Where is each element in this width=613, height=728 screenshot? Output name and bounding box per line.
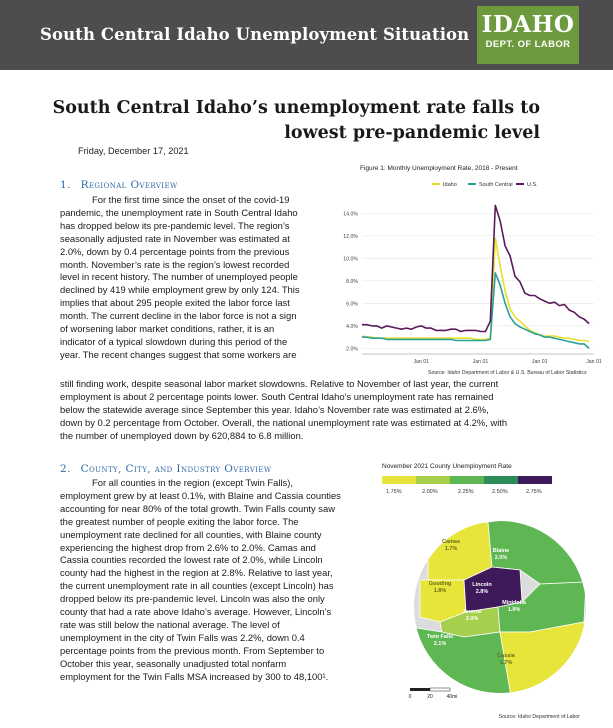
county-rate-minidoka: 1.9%	[507, 607, 521, 613]
paragraph-line: unemployment rate declined for all counties, with Blaine county	[60, 528, 322, 540]
paragraph-line: county had the highest in the region at 2.8%. Relative to last year,	[60, 567, 333, 579]
legend-label: 2.25%	[458, 489, 474, 495]
y-tick-label: 8.0%	[346, 278, 358, 285]
county-rate-lincoln: 2.8%	[475, 589, 489, 595]
paragraph-line: For the first time since the onset of the covid-19	[92, 194, 290, 205]
publication-date: Friday, December 17, 2021	[78, 146, 189, 156]
county-unemployment-map	[380, 472, 605, 722]
county-rate-cassia: 1.7%	[499, 660, 513, 666]
scale-segment	[430, 688, 450, 691]
y-tick-label: 2.0%	[346, 346, 358, 353]
county-rate-jerome: 2.0%	[465, 616, 479, 622]
legend-swatch-5	[518, 476, 552, 484]
idaho-labor-logo	[477, 6, 579, 64]
paragraph-line: still finding work, despite seasonal labor market slowdowns. Relative to November of last year, the current	[60, 378, 499, 389]
paragraph-line: October this year, seasonally unadjusted total nonfarm	[60, 657, 287, 669]
paragraph-line: the number of unemployed down by 620,884 to 6.8 million.	[60, 429, 304, 441]
scale-label: 20	[427, 694, 433, 700]
county-label-twin-falls: Twin Falls	[426, 634, 454, 640]
series-line-south-central	[362, 273, 589, 349]
paragraph-line: rate was still below the national average. The level of	[60, 618, 280, 630]
county-label-lincoln: Lincoln	[472, 582, 492, 588]
county-label-cassia: Cassia	[497, 653, 515, 659]
paragraph-line: employment grew by at least 0.1%, with Blaine and Cassia counties	[60, 489, 341, 501]
paragraph-line: month. The current decline in the labor force is not a sign	[60, 310, 297, 322]
county-label-minidoka: Minidoka	[502, 600, 526, 606]
y-tick-label: 14.0%	[343, 211, 358, 218]
paragraph-line: level in recent history. The number of unemployed people	[60, 271, 298, 283]
headline-line-2: lowest pre-pandemic level	[284, 123, 540, 143]
legend-swatch-4	[484, 476, 518, 484]
legend-label: 1.75%	[386, 489, 402, 495]
y-tick-label: 4.0%	[346, 323, 358, 330]
paragraph-line: year. The recent changes suggest that some workers are	[60, 348, 297, 360]
scale-label: 0	[408, 694, 412, 700]
county-label-blaine: Blaine	[492, 548, 510, 554]
paragraph-line: the current unemployment rate in all counties (except Lincoln) has	[60, 580, 334, 592]
paragraph-line: Cassia counties recorded the lowest rate of 2.0%, while Lincoln	[60, 554, 323, 566]
county-rate-blaine: 2.0%	[494, 555, 508, 561]
paragraph-line: seasonally adjusted rate in November was estimated at	[60, 232, 290, 244]
legend-swatch-2	[416, 476, 450, 484]
map-legend	[382, 476, 552, 495]
logo-sub-text: DEPT. OF LABOR	[485, 39, 571, 50]
paragraph-line: county that had a rate above Idaho’s average. However, Lincoln’s	[60, 606, 332, 618]
scale-label: 40mi	[446, 694, 458, 700]
regional-overview-paragraph	[60, 194, 352, 362]
x-tick-label: Jan 01	[531, 359, 548, 365]
paragraph-line: indicator of a typical slowdown during this period of the	[60, 335, 288, 347]
county-label-gooding: Gooding	[428, 581, 452, 587]
paragraph-line: below the statewide average since September this year. Idaho’s November rate was estimated at 2.6%,	[60, 403, 489, 415]
county-rate-twin-falls: 2.1%	[433, 641, 447, 647]
paragraph-line: of worsening labor market conditions, rather, it is an	[60, 323, 275, 335]
headline	[53, 96, 540, 146]
legend-swatch-1	[382, 476, 416, 484]
header-banner	[0, 0, 613, 70]
legend-swatch-3	[450, 476, 484, 484]
y-tick-label: 12.0%	[343, 233, 358, 240]
regional-overview-paragraph-continued	[60, 378, 580, 443]
paragraph-line: implies that about 295 people exited the labor force last	[60, 297, 290, 309]
section-number: 2.	[60, 463, 71, 475]
paragraph-line: percentage points from the previous month. From September to	[60, 644, 325, 656]
county-overview-paragraph	[60, 477, 378, 684]
paragraph-line: employment for the Twin Falls MSA increased by 300 to 48,100¹.	[60, 670, 329, 682]
county-rate-camas: 1.7%	[444, 546, 458, 552]
county-label-camas: Camas	[441, 539, 461, 545]
banner-title: South Central Idaho Unemployment Situation	[40, 25, 470, 44]
paragraph-line: down by 0.2 percentage from October. Overall, the national unemployment rate was estimated at 4.2%, with	[60, 416, 508, 428]
legend-label: 2.00%	[422, 489, 438, 495]
unemployment-rate-chart	[336, 172, 602, 382]
logo-main-text: IDAHO	[481, 11, 575, 38]
y-tick-label: 6.0%	[346, 301, 358, 308]
paragraph-line: For all counties in the region (except Twin Falls),	[92, 477, 293, 488]
chart-source: Source: Idaho Department of Labor & U.S. Bureau of Labor Statistics	[428, 370, 587, 376]
section-heading-regional-overview	[60, 179, 178, 191]
x-tick-label: Jan 01	[472, 359, 489, 365]
paragraph-line: has dropped below its pre-pandemic level. The region’s	[60, 219, 290, 231]
paragraph-line: the greatest number of people exiting the labor force. The	[60, 515, 299, 527]
series-line-u-s-	[362, 205, 589, 331]
x-tick-label: Jan 01	[413, 359, 430, 365]
paragraph-line: employment is about 2 percentage points lower. South Central Idaho’s unemployment rate has remained	[60, 390, 494, 402]
figure-1-title: Figure 1: Monthly Unemployment Rate, 2018 - Present	[360, 165, 518, 172]
county-cassia	[500, 622, 600, 702]
scale-segment	[410, 688, 430, 691]
paragraph-line: dropped below its pre-pandemic level. Lincoln was also the only	[60, 593, 325, 605]
legend-label: 2.50%	[492, 489, 508, 495]
county-label-jerome: Jerome	[462, 609, 482, 615]
county-rate-gooding: 1.8%	[433, 588, 447, 594]
legend-label-2: U.S.	[527, 182, 538, 188]
paragraph-line: unemployment in the city of Twin Falls was 2.2%, down 0.4	[60, 631, 305, 643]
paragraph-line: month. November’s rate is the region’s lowest recorded	[60, 258, 290, 270]
section-number: 1.	[60, 179, 71, 191]
map-source: Source: Idaho Department of Labor	[498, 714, 580, 720]
map-title: November 2021 County Unemployment Rate	[382, 463, 512, 470]
paragraph-line: pandemic, the unemployment rate in South Central Idaho	[60, 206, 298, 218]
legend-label-0: Idaho	[443, 182, 457, 188]
section-heading-county-city-industry	[60, 463, 271, 475]
headline-line-1: South Central Idaho’s unemployment rate falls to	[52, 98, 540, 118]
section-title: Regional Overview	[80, 179, 178, 191]
map-scale-bar	[409, 688, 458, 700]
legend-label-1: South Central	[479, 182, 513, 188]
paragraph-line: 2.0%, down by 0.4 percentage points from the previous	[60, 245, 290, 257]
legend-label: 2.75%	[526, 489, 542, 495]
section-title: County, City, and Industry Overview	[80, 463, 272, 475]
paragraph-line: declined by 419 while employment grew by only 124. This	[60, 284, 300, 296]
paragraph-line: accounting for near 80% of the total growth. Twin Falls county saw	[60, 502, 335, 514]
y-tick-label: 10.0%	[343, 256, 358, 263]
x-tick-label: Jan 01	[586, 359, 602, 365]
paragraph-line: experiencing the highest drop from 2.6% to 2.0%. Camas and	[60, 541, 316, 553]
